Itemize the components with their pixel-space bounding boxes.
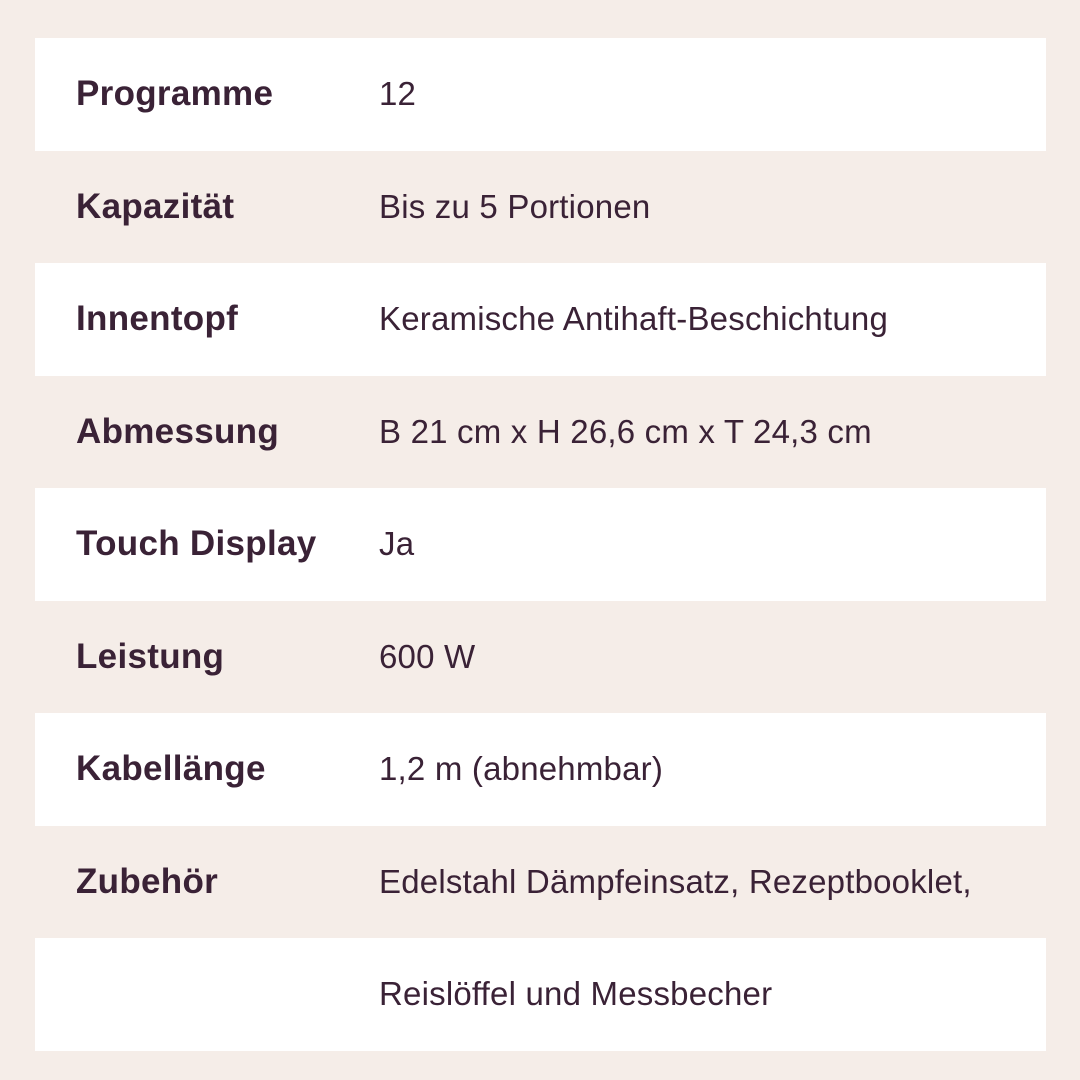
spec-label: Innentopf bbox=[76, 299, 239, 339]
spec-value: Ja bbox=[379, 525, 415, 563]
spec-value: Keramische Antihaft-Beschichtung bbox=[379, 300, 889, 338]
spec-row-touch-display bbox=[35, 488, 1046, 601]
spec-label: Kapazität bbox=[76, 186, 235, 226]
spec-label: Programme bbox=[76, 74, 274, 114]
spec-label: Leistung bbox=[76, 636, 225, 676]
spec-value: Bis zu 5 Portionen bbox=[379, 187, 651, 225]
spec-value: B 21 cm x H 26,6 cm x T 24,3 cm bbox=[379, 412, 872, 450]
spec-row-zubehoer-continued bbox=[35, 938, 1046, 1051]
spec-row-leistung bbox=[35, 601, 1046, 714]
spec-value: 1,2 m (abnehmbar) bbox=[379, 750, 664, 788]
spec-value: Reislöffel und Messbecher bbox=[379, 975, 773, 1013]
spec-label: Touch Display bbox=[76, 524, 317, 564]
spec-label: Zubehör bbox=[76, 861, 219, 901]
spec-value: Edelstahl Dämpfeinsatz, Rezeptbooklet, bbox=[379, 862, 972, 900]
spec-row-kapazitaet bbox=[35, 151, 1046, 264]
spec-label: Kabellänge bbox=[76, 749, 266, 789]
spec-row-innentopf bbox=[35, 263, 1046, 376]
spec-row-zubehoer bbox=[35, 826, 1046, 939]
spec-value: 600 W bbox=[379, 637, 476, 675]
spec-table bbox=[35, 38, 1046, 1051]
spec-row-kabellaenge bbox=[35, 713, 1046, 826]
spec-row-abmessung bbox=[35, 376, 1046, 489]
spec-label: Abmessung bbox=[76, 411, 280, 451]
spec-row-programme bbox=[35, 38, 1046, 151]
spec-value: 12 bbox=[379, 75, 417, 113]
